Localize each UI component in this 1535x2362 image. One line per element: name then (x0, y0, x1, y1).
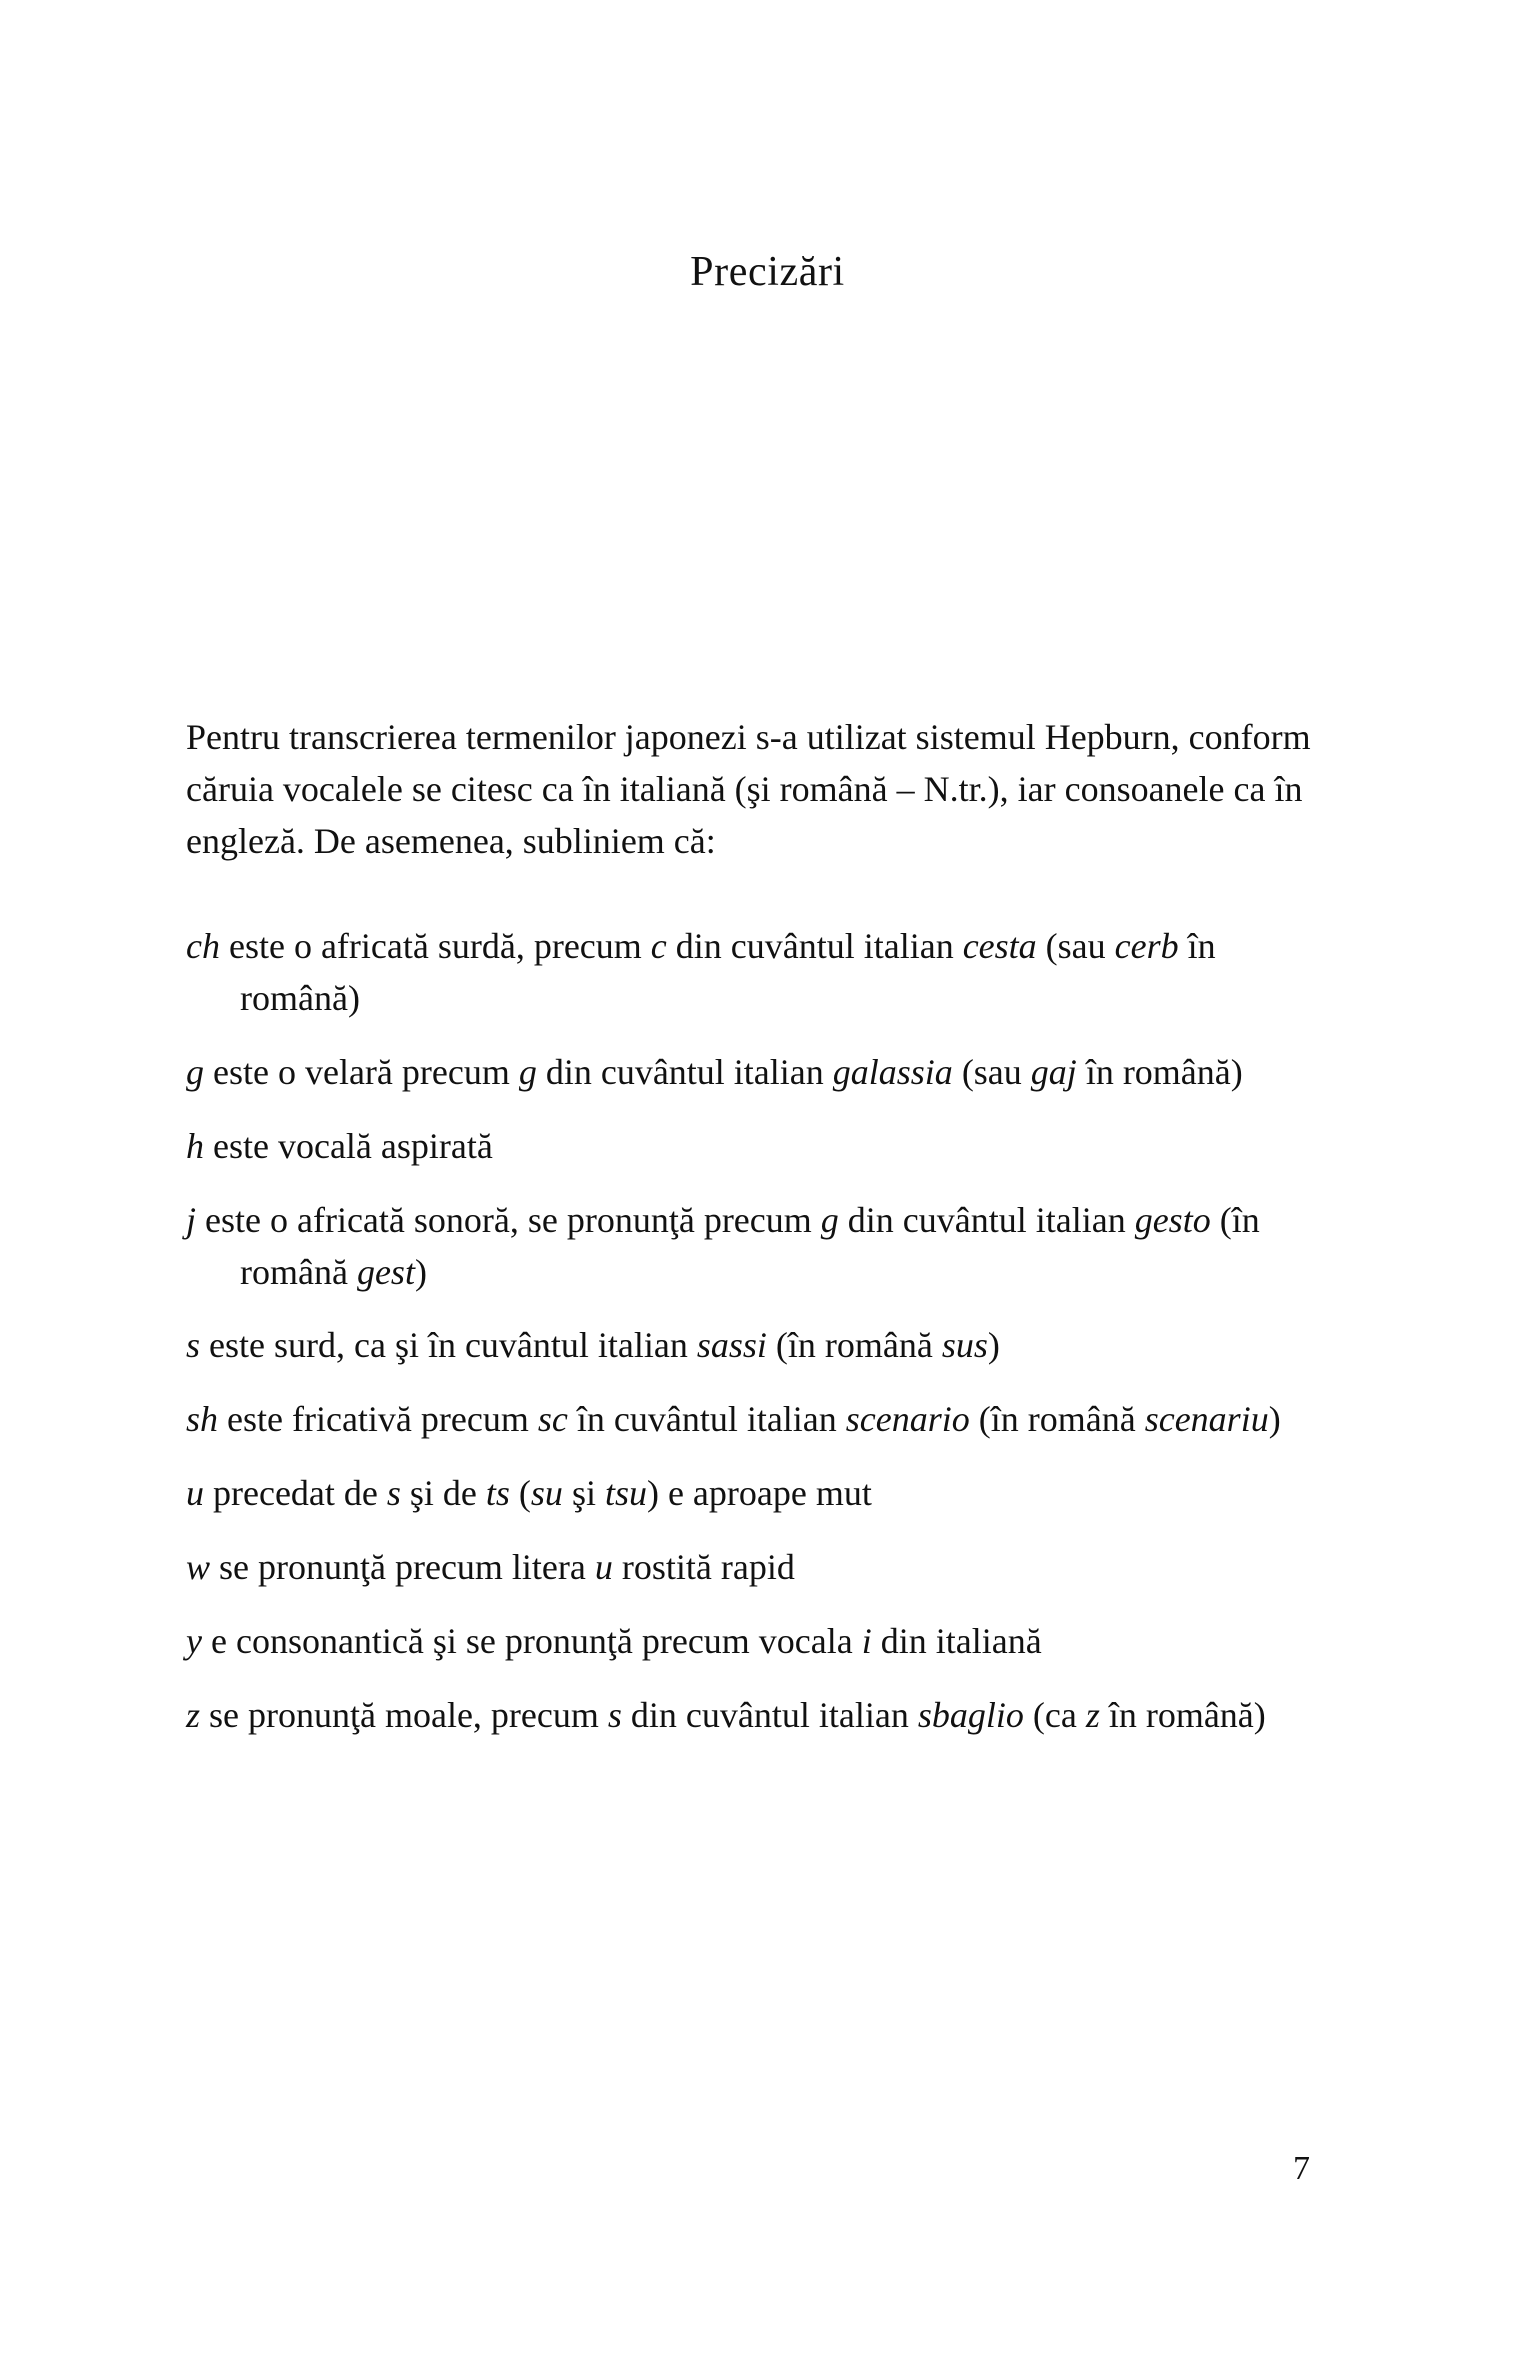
rule-u (186, 1468, 1326, 1520)
rule-text: ) (414, 1251, 427, 1292)
rule-text: şi (562, 1473, 605, 1514)
rule-text: din cuvântul italian (666, 926, 963, 967)
page-number: 7 (1293, 2150, 1310, 2187)
rule-g (186, 1047, 1326, 1099)
rule-text: precedat de (204, 1473, 387, 1514)
italic-term: sh (186, 1399, 219, 1440)
rule-text: ) e aproape mut (646, 1473, 872, 1514)
rule-text: din cuvântul italian (536, 1052, 833, 1093)
italic-term: w (186, 1546, 211, 1587)
italic-term: ts (485, 1473, 510, 1514)
rule-text: este surd, ca şi în cuvântul italian (200, 1325, 697, 1366)
rule-text: ) (1268, 1399, 1281, 1440)
rule-j (186, 1195, 1326, 1299)
rule-text: (sau (952, 1052, 1031, 1093)
rule-text: în română) (1099, 1694, 1266, 1735)
italic-term: su (530, 1473, 563, 1514)
rule-text: ) (987, 1325, 1000, 1366)
rule-text: în română) (240, 926, 1216, 1019)
page-title: Precizări (690, 249, 845, 295)
italic-term: cerb (1114, 926, 1179, 967)
italic-term: gesto (1134, 1199, 1211, 1240)
rule-ch (186, 921, 1326, 1025)
rule-h (186, 1121, 1326, 1173)
rule-text: este vocală aspirată (204, 1125, 493, 1166)
italic-term: g (518, 1052, 537, 1093)
italic-term: sus (941, 1325, 988, 1366)
rule-text: din cuvântul italian (838, 1199, 1135, 1240)
rule-y (186, 1616, 1326, 1668)
rule-text: se pronunţă precum litera (210, 1546, 595, 1587)
rule-text: este o africată surdă, precum (219, 926, 651, 967)
italic-term: scenariu (1144, 1399, 1269, 1440)
italic-term: c (650, 926, 667, 967)
italic-term: ch (186, 926, 220, 967)
italic-term: scenario (845, 1399, 970, 1440)
italic-term: cesta (962, 926, 1037, 967)
rule-sh (186, 1394, 1326, 1446)
italic-term: galassia (832, 1052, 953, 1093)
page-body (186, 712, 1326, 1763)
rule-text: în cuvântul italian (567, 1399, 846, 1440)
rule-text: este fricativă precum (218, 1399, 538, 1440)
rule-text: e consonantică şi se pronunţă precum vocala (201, 1620, 862, 1661)
rule-w (186, 1542, 1326, 1594)
rule-text: din cuvântul italian (621, 1694, 918, 1735)
italic-term: u (186, 1473, 204, 1514)
rule-text: în română) (1076, 1052, 1243, 1093)
italic-term: gaj (1030, 1052, 1077, 1093)
italic-term: s (186, 1325, 201, 1366)
italic-term: i (861, 1620, 872, 1661)
italic-term: s (386, 1473, 401, 1514)
rule-text: este o velară precum (204, 1052, 519, 1093)
rule-z (186, 1690, 1326, 1742)
rule-text: din italiană (871, 1620, 1042, 1661)
italic-term: j (186, 1199, 197, 1240)
intro-paragraph: Pentru transcrierea termenilor japonezi s-a utilizat sistemul Hepburn, conform căruia vocalele se citesc ca în italiană (şi română – N.tr.), iar consoanele ca în engleză. De asemenea, subliniem că: (186, 717, 1311, 861)
rule-text: este o africată sonoră, se pronunţă precum (196, 1199, 821, 1240)
italic-term: y (186, 1620, 202, 1661)
italic-term: h (186, 1125, 204, 1166)
italic-term: z (186, 1694, 201, 1735)
pronunciation-rules-list (186, 921, 1326, 1741)
italic-term: sc (537, 1399, 568, 1440)
rule-text: ( (509, 1473, 531, 1514)
italic-term: g (186, 1052, 204, 1093)
rule-text: (în română (969, 1399, 1145, 1440)
rule-text: şi de (400, 1473, 486, 1514)
rule-text: se pronunţă moale, precum (200, 1694, 608, 1735)
rule-text: (în română (240, 1199, 1260, 1292)
rule-text: (ca (1023, 1694, 1086, 1735)
rule-text: (sau (1036, 926, 1115, 967)
italic-term: z (1085, 1694, 1100, 1735)
italic-term: tsu (604, 1473, 647, 1514)
rule-text: rostită rapid (612, 1546, 795, 1587)
italic-term: u (594, 1546, 613, 1587)
rule-text: (în română (766, 1325, 942, 1366)
rule-s (186, 1320, 1326, 1372)
italic-term: s (607, 1694, 622, 1735)
italic-term: g (820, 1199, 839, 1240)
italic-term: gest (356, 1251, 415, 1292)
italic-term: sassi (696, 1325, 767, 1366)
italic-term: sbaglio (917, 1694, 1024, 1735)
